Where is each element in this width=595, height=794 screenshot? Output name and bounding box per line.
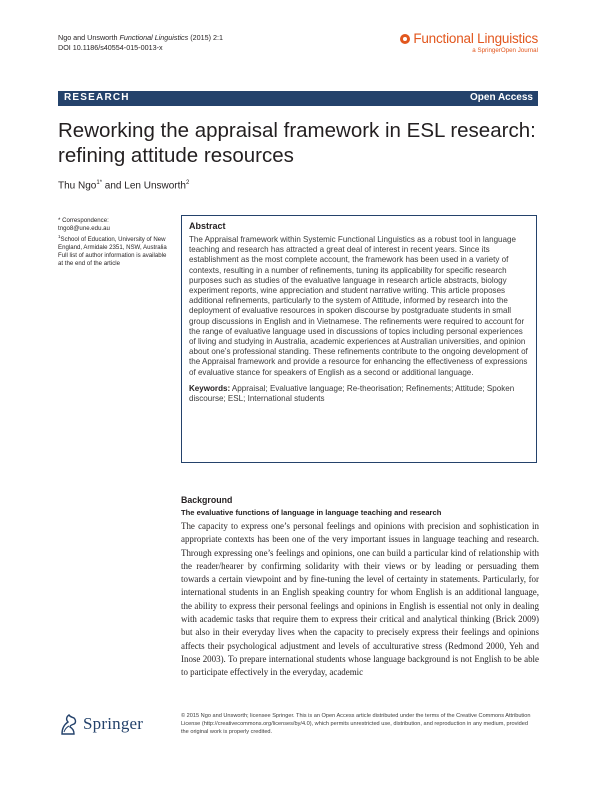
abstract-text: The Appraisal framework within Systemic Functional Linguistics as a robust tool in language teaching and research has attracted a great deal of interest in recent years. Since its establishment as the most complete account, the framework has been used in a variety of contexts, resulting in a number of refinements, tuning its applicability for specific research purposes such as studies of the evaluative language in research article abstracts, biology experiment reports, wine appreciation and student narrative writing. This article proposes additional refinements, particularly to the system of Attitude, informed by research into the deployment of evaluative resources in spoken discourse by postgraduate students in small group discussions in English and in Vietnamese. The refinements were required to account for the range of evaluative language used in discussions of topics including personal experiences of living and studying in Australia, academic experiences at Australian universities, and opinion about one’s professional standing. These refinements contribute to the ongoing development of the Appraisal framework and provide a resource for enhancing the effectiveness of expressions of evaluative stance for speakers of English as a second or additional language.: [189, 235, 528, 377]
correspondence: [58, 217, 168, 268]
abstract-heading: Abstract: [189, 221, 226, 231]
keywords: [189, 384, 530, 404]
affiliation-text: School of Education, University of New England, Armidale 2351, NSW, Australia: [58, 236, 167, 252]
citation-authors: Ngo and Unsworth: [58, 33, 120, 42]
background-heading: Background: [181, 495, 233, 505]
springer-horse-icon: [58, 712, 80, 736]
author-info-note: Full list of author information is available at the end of the article: [58, 252, 167, 268]
correspondence-label: * Correspondence:: [58, 217, 109, 224]
article-title: Reworking the appraisal framework in ESL research: refining attitude resources: [58, 119, 536, 167]
authors-and: and: [102, 180, 125, 192]
background-subheading: The evaluative functions of language in language teaching and research: [181, 508, 442, 517]
journal-brand: [400, 31, 538, 54]
section-bar: [58, 91, 538, 106]
springer-logo: [58, 712, 143, 736]
author-1-sup: 1*: [96, 180, 103, 186]
citation-line: [58, 33, 358, 43]
affiliation-sup: 1: [58, 234, 61, 239]
keywords-label: Keywords:: [189, 383, 231, 393]
correspondence-email[interactable]: tngo8@une.edu.au: [58, 225, 110, 232]
doi[interactable]: DOI 10.1186/s40554-015-0013-x: [58, 43, 163, 52]
open-access-label: Open Access: [470, 92, 533, 103]
author-2-sup: 2: [185, 180, 190, 186]
citation-volume: (2015) 2:1: [188, 33, 224, 42]
citation-block: [58, 33, 358, 53]
citation-journal: Functional Linguistics: [119, 33, 189, 42]
publisher-name: Springer: [83, 714, 144, 733]
affiliation: [58, 233, 168, 252]
body-text: [181, 520, 539, 680]
springeropen-logo-icon: [400, 34, 410, 44]
keywords-list: Appraisal; Evaluative language; Re-theorisation; Refinements; Attitude; Spoken discourse; ESL; International students: [189, 383, 515, 404]
section-label: RESEARCH: [64, 92, 130, 103]
license-text: © 2015 Ngo and Unsworth; licensee Springer. This is an Open Access article distributed under the terms of the Creative Commons Attribution License (http://creativecommons.org/licenses/by/4.0), which permits unrestricted use, distribution, and reproduction in any medium, provided the original work is properly credited.: [181, 713, 531, 735]
author-1[interactable]: Thu Ngo: [58, 180, 97, 192]
journal-name: Functional Linguistics: [413, 31, 538, 46]
authors: [58, 180, 189, 191]
abstract-box: [181, 215, 537, 463]
author-2[interactable]: Len Unsworth: [124, 180, 186, 192]
journal-sub: a SpringerOpen Journal: [472, 47, 538, 54]
body-paragraph: The capacity to express one’s personal feelings and opinions with precision and sophistication in appropriate contexts has been one of the very important issues in language teaching and research. Through expressing one’s feelings and opinions, one can build a particular kind of relationship with the reader/hearer by confirming solidarity with their views or by leading or persuading them towards a certain viewpoint and by fine-tuning the level of certainty in statements. Particularly, for international students in an English speaking country for whom English is an additional language, the ability to express their personal feelings and opinions in English is essential not only in dealing with academic tasks that require them to express their critical and analytical thinking (Brick 2009) but also in their everyday lives when the capacity to precisely express their feelings and opinions affects their psychological adjustment and levels of acculturative stress (Redmond 2000, Yeh and Inose 2003). To prepare international students whose language background is not English to be able to participate effectively in the everyday, academic: [181, 521, 539, 678]
